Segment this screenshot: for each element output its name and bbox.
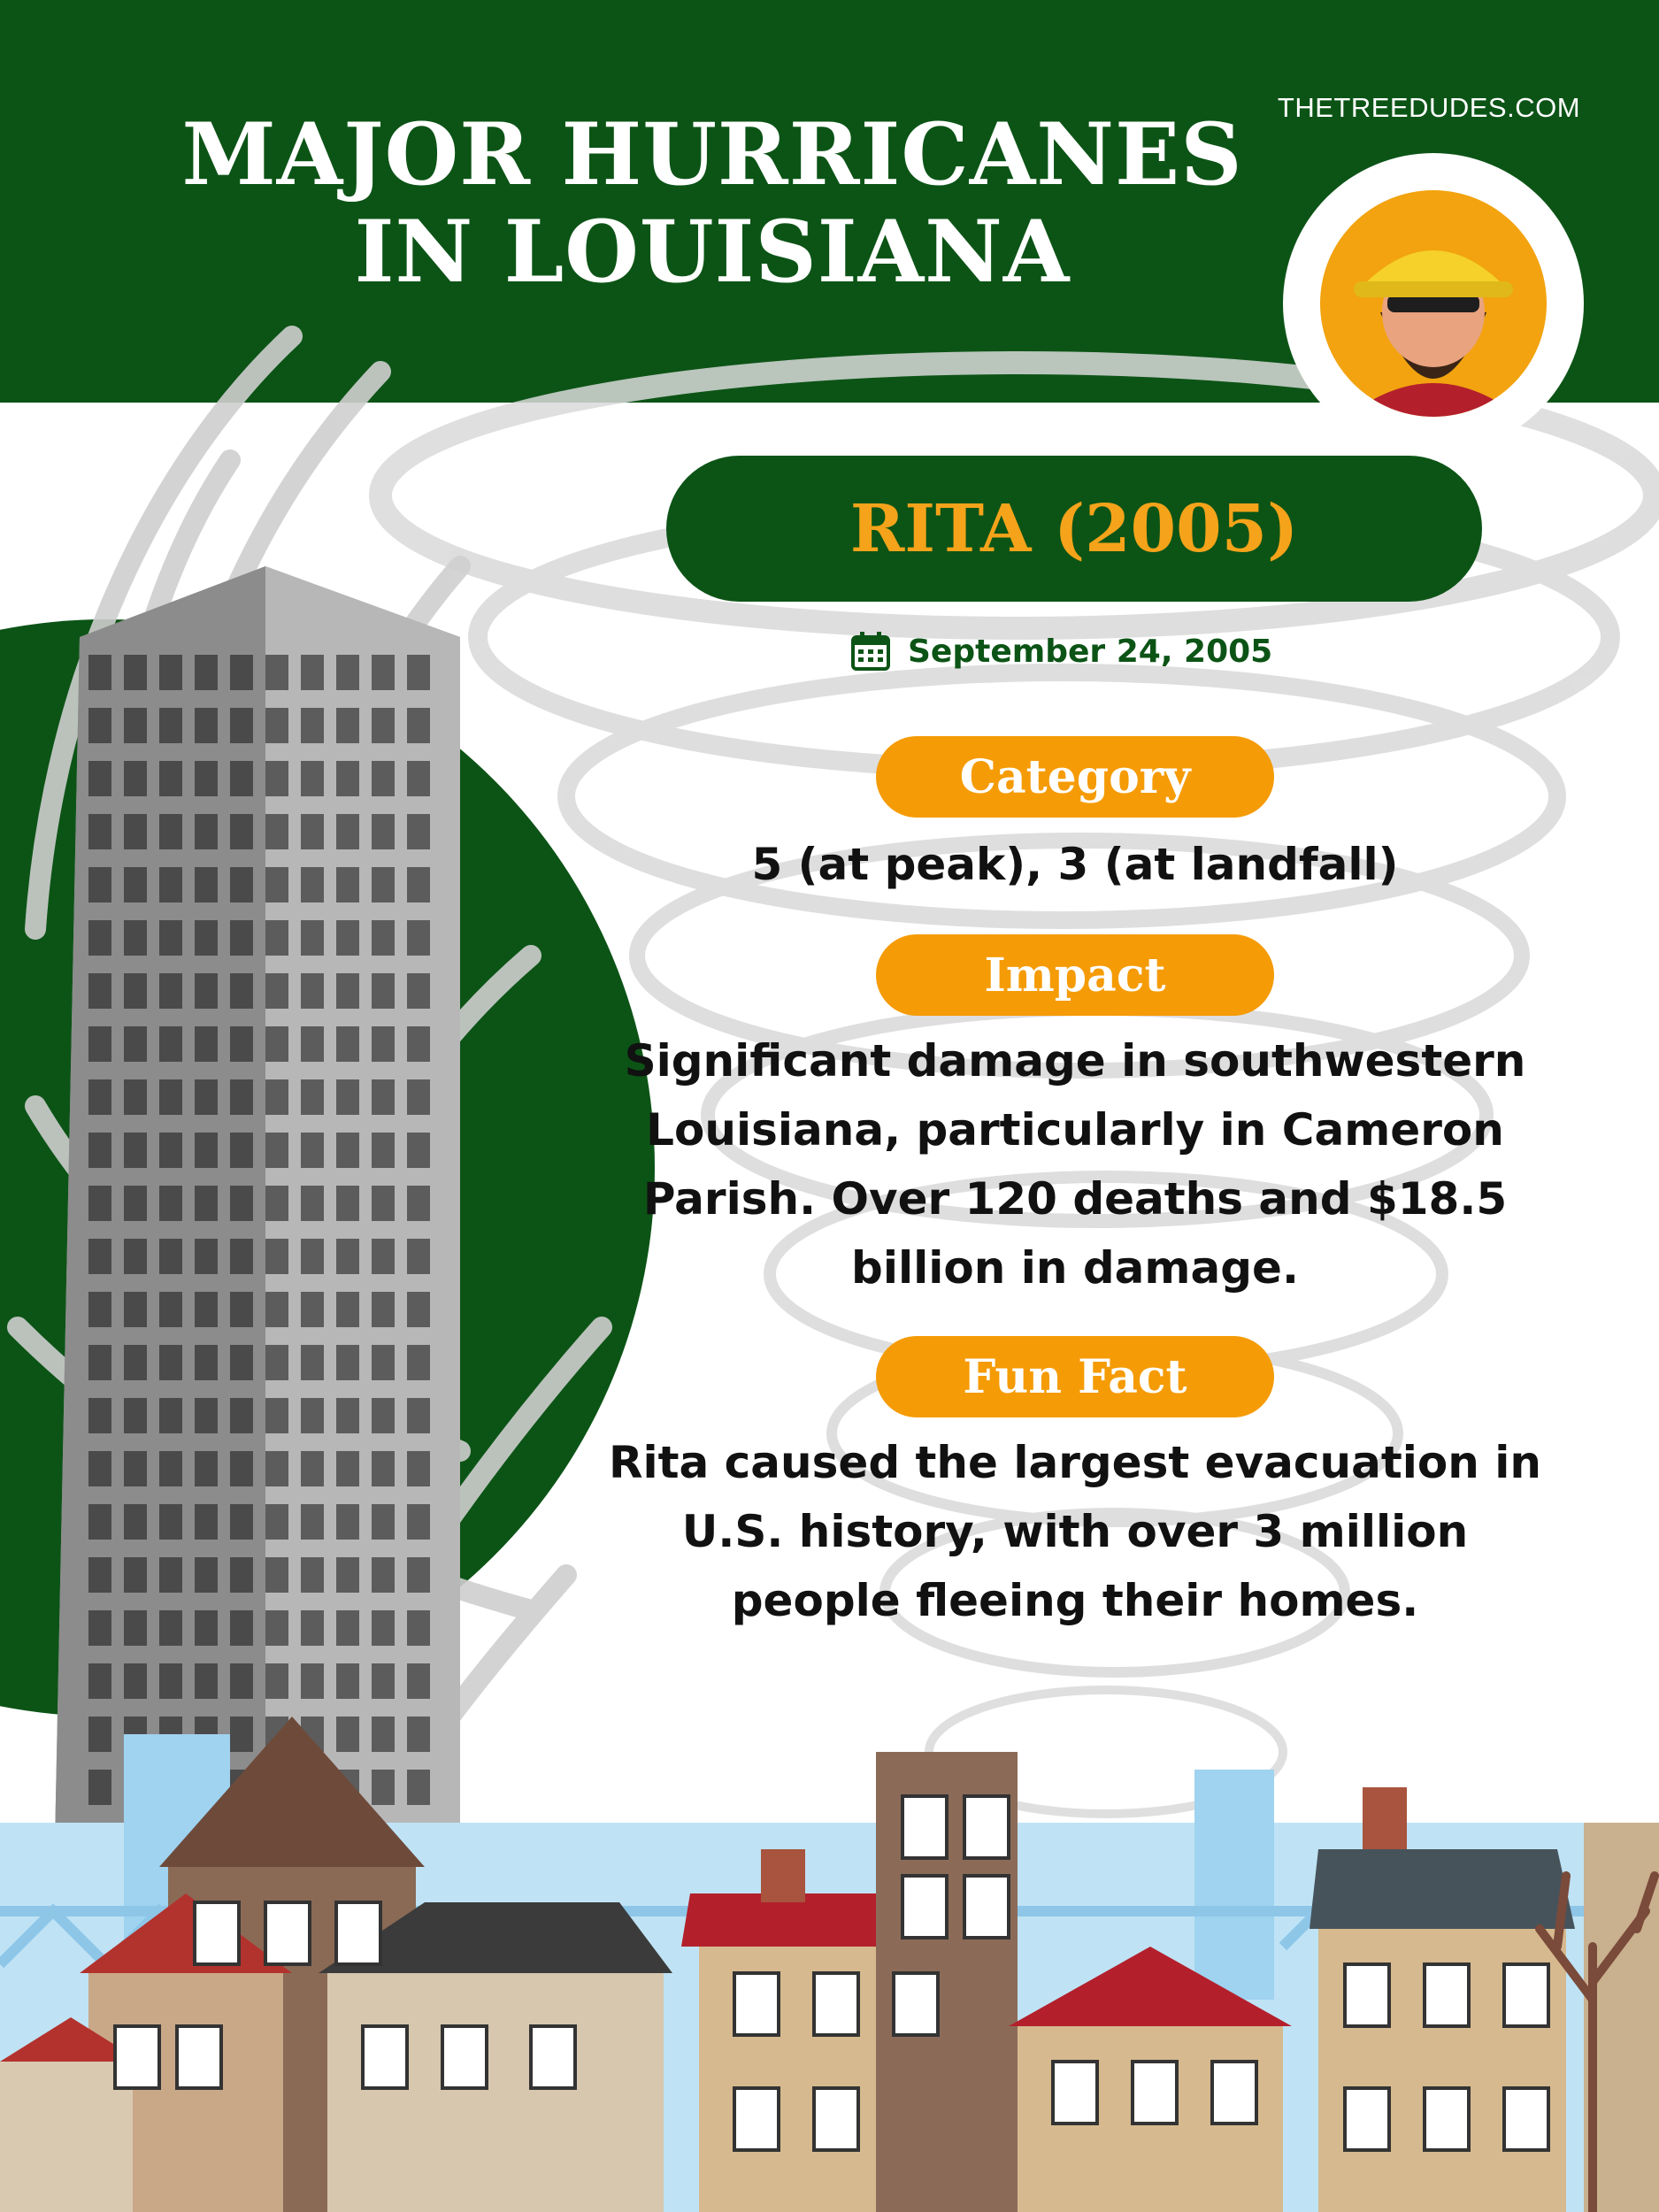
site-url: THETREEDUDES.COM	[1277, 92, 1581, 123]
category-label-pill: Category	[876, 736, 1274, 818]
fun-fact-text: Rita caused the largest evacuation in U.S. history, with over 3 million people fleeing their homes.	[608, 1437, 1541, 1626]
tree-dude-mascot-icon	[1283, 153, 1584, 454]
impact-label-pill: Impact	[876, 934, 1274, 1016]
calendar-icon	[849, 630, 892, 672]
impact-text: Significant damage in southwestern Louisiana, particularly in Cameron Parish. Over 120 deaths and $18.5 billion in damage.	[624, 1035, 1526, 1294]
hurricane-date: September 24, 2005	[908, 633, 1273, 670]
page-title	[159, 106, 1265, 301]
page-title-line-1: MAJOR HURRICANES	[181, 104, 1243, 204]
category-text: 5 (at peak), 3 (at landfall)	[751, 839, 1399, 890]
date-row	[849, 626, 1272, 676]
hurricane-name-pill: RITA (2005)	[666, 456, 1482, 602]
logo-badge	[1283, 153, 1584, 454]
fun-fact-label-pill: Fun Fact	[876, 1336, 1274, 1417]
page-title-line-2: IN LOUISIANA	[354, 202, 1071, 302]
